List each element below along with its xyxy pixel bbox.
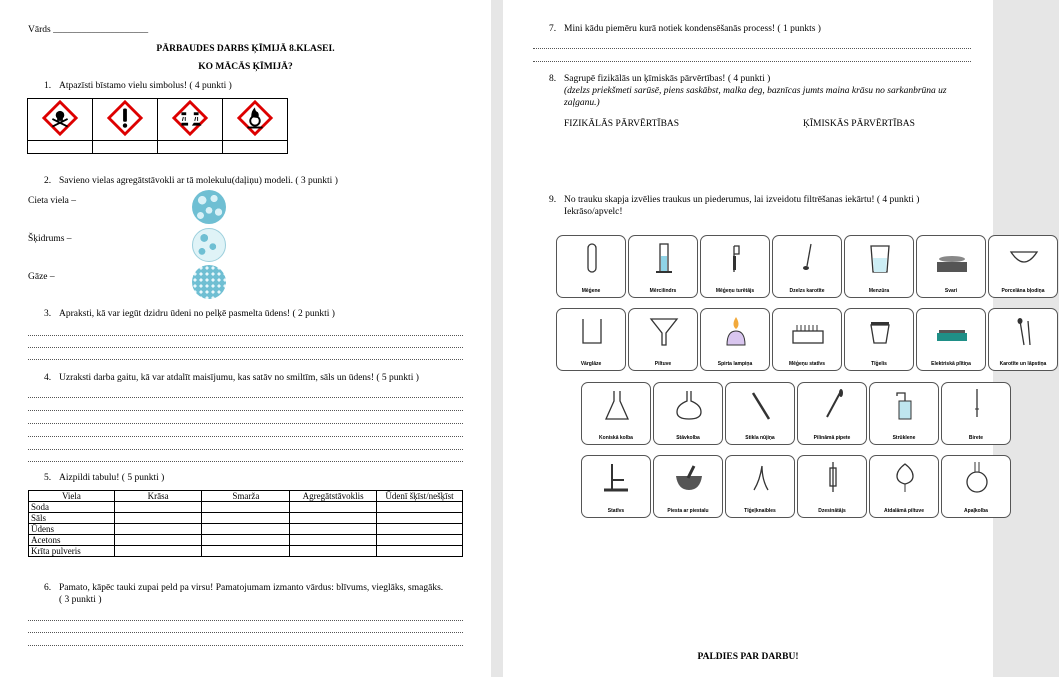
equipment-card[interactable] xyxy=(628,235,698,298)
properties-table xyxy=(28,490,463,557)
q8-items-cont: zaļganu.) xyxy=(564,98,600,108)
flat-flask-icon xyxy=(654,385,724,425)
name-label: Vārds ____________________ xyxy=(28,25,149,35)
q9-number: 9. xyxy=(549,195,557,205)
q3-text: Apraksti, kā var iegūt dzidru ūdeni no pelķē pasmelta ūdens! ( 2 punkti ) xyxy=(59,309,335,319)
equipment-card[interactable] xyxy=(844,308,914,371)
table-cell[interactable] xyxy=(202,513,290,524)
equipment-card[interactable] xyxy=(725,455,795,518)
q4-answer-line[interactable] xyxy=(28,410,463,411)
q4-text: Uzraksti darba gaitu, kā var atdalīt maisījumu, kas satāv no smiltīm, sāls un ūdens! ( 5 punkti ) xyxy=(59,373,419,383)
worksheet-page-2 xyxy=(503,0,1047,677)
equipment-label: Menzūra xyxy=(868,288,890,294)
iron-spoon-icon xyxy=(773,238,843,278)
table-cell[interactable] xyxy=(377,535,463,546)
molecule-model-3-icon[interactable] xyxy=(192,265,226,299)
equipment-label: Piltuve xyxy=(654,361,672,367)
q4-answer-line[interactable] xyxy=(28,397,463,398)
equipment-card[interactable] xyxy=(916,235,986,298)
equipment-card[interactable] xyxy=(988,235,1058,298)
oxidizer-icon xyxy=(236,99,274,137)
equipment-label: Spirta lampiņa xyxy=(717,361,753,367)
equipment-card[interactable] xyxy=(556,235,626,298)
page-title: PĀRBAUDES DARBS ĶĪMIJĀ 8.KLASEI. xyxy=(156,44,335,54)
equipment-label: Apaļkolba xyxy=(964,508,988,514)
q4-number: 4. xyxy=(44,373,52,383)
table-cell[interactable] xyxy=(202,524,290,535)
equipment-label: Svari xyxy=(944,288,958,294)
table-cell[interactable] xyxy=(114,513,202,524)
row-label: Soda xyxy=(29,502,115,513)
equipment-label: Mēģeņu turētājs xyxy=(715,288,755,294)
q9-instruction: Iekrāso/apvelc! xyxy=(564,207,623,217)
hazard-cell-3 xyxy=(158,99,223,141)
equipment-label: Dzelzs karotīte xyxy=(789,288,825,294)
hazard-cell-1 xyxy=(28,99,93,141)
table-row xyxy=(29,502,463,513)
test-tube-icon xyxy=(557,238,627,278)
q6-answer-line[interactable] xyxy=(28,632,463,633)
equipment-card[interactable] xyxy=(772,308,842,371)
q3-number: 3. xyxy=(44,309,52,319)
crucible-tongs-icon xyxy=(726,458,796,498)
table-row xyxy=(29,524,463,535)
table-cell[interactable] xyxy=(377,546,463,557)
q7-answer-line[interactable] xyxy=(533,61,971,62)
equipment-label: Koniskā kolba xyxy=(599,435,633,441)
burette-icon xyxy=(942,385,1012,425)
equipment-label: Tīģeļknaibles xyxy=(744,508,776,514)
equipment-card[interactable] xyxy=(700,235,770,298)
equipment-label: Statīvs xyxy=(607,508,625,514)
scales-icon xyxy=(917,238,987,278)
q6-points: ( 3 punkti ) xyxy=(59,595,102,605)
equipment-label: Atdalāmā piltuve xyxy=(883,508,924,514)
equipment-label: Elektriskā plītiņa xyxy=(931,361,971,367)
hazard-cell-2 xyxy=(93,99,158,141)
table-cell[interactable] xyxy=(377,502,463,513)
round-flask-icon xyxy=(942,458,1012,498)
column-header: Smarža xyxy=(202,491,290,502)
spirit-lamp-icon xyxy=(701,311,771,351)
equipment-card[interactable] xyxy=(941,455,1011,518)
dropper-icon xyxy=(798,385,868,425)
table-cell[interactable] xyxy=(377,513,463,524)
table-cell[interactable] xyxy=(114,546,202,557)
separatory-funnel-icon xyxy=(870,458,940,498)
row-label: Ūdens xyxy=(29,524,115,535)
row-label: Sāls xyxy=(29,513,115,524)
physical-changes-heading: FIZIKĀLĀS PĀRVĒRTĪBAS xyxy=(564,119,680,129)
state-liquid-label: Šķidrums – xyxy=(28,234,72,244)
table-cell[interactable] xyxy=(290,546,377,557)
q8-number: 8. xyxy=(549,74,557,84)
hazard-cell-4 xyxy=(223,99,288,141)
equipment-card[interactable] xyxy=(628,308,698,371)
measuring-cylinder-icon xyxy=(629,238,699,278)
q1-text: Atpazīsti bīstamo vielu simbolus! ( 4 punkti ) xyxy=(59,81,232,91)
state-solid-label: Cieta viela – xyxy=(28,196,77,206)
hazard-answer-4[interactable] xyxy=(223,141,288,154)
q3-answer-line[interactable] xyxy=(28,359,463,360)
table-cell[interactable] xyxy=(114,535,202,546)
skull-crossbones-icon xyxy=(41,99,79,137)
tube-holder-icon xyxy=(701,238,771,278)
equipment-card[interactable] xyxy=(941,382,1011,445)
beaker-icon xyxy=(557,311,627,351)
equipment-card[interactable] xyxy=(916,308,986,371)
q3-answer-line[interactable] xyxy=(28,335,463,336)
porcelain-bowl-icon xyxy=(989,238,1059,278)
column-header: Krāsa xyxy=(114,491,202,502)
hazard-answer-3[interactable] xyxy=(158,141,223,154)
table-row xyxy=(29,546,463,557)
equipment-card[interactable] xyxy=(556,308,626,371)
crucible-icon xyxy=(845,311,915,351)
equipment-card[interactable] xyxy=(988,308,1058,371)
equipment-label: Stikla nūjiņa xyxy=(745,435,775,441)
table-cell[interactable] xyxy=(290,513,377,524)
q2-text: Savieno vielas agregātstāvokli ar tā molekulu(daļiņu) modeli. ( 3 punkti ) xyxy=(59,176,338,186)
equipment-card[interactable] xyxy=(772,235,842,298)
table-row xyxy=(29,535,463,546)
equipment-card[interactable] xyxy=(581,455,651,518)
funnel-icon xyxy=(629,311,699,351)
column-header: Agregātstāvoklis xyxy=(290,491,377,502)
q7-number: 7. xyxy=(549,24,557,34)
corrosive-icon xyxy=(171,99,209,137)
equipment-label: Tīģelis xyxy=(871,361,887,367)
equipment-label: Porcelāna bļodiņa xyxy=(1001,288,1045,294)
q6-number: 6. xyxy=(44,583,52,593)
table-cell[interactable] xyxy=(202,546,290,557)
table-cell[interactable] xyxy=(290,535,377,546)
equipment-card[interactable] xyxy=(725,382,795,445)
exclamation-icon xyxy=(106,99,144,137)
equipment-label: Mērcilindrs xyxy=(649,288,677,294)
table-cell[interactable] xyxy=(377,524,463,535)
q4-answer-line[interactable] xyxy=(28,436,463,437)
measuring-cup-icon xyxy=(845,238,915,278)
q1-number: 1. xyxy=(44,81,52,91)
equipment-label: Stāvkolba xyxy=(676,435,700,441)
equipment-card[interactable] xyxy=(844,235,914,298)
equipment-label: Strūklene xyxy=(892,435,916,441)
q7-text: Mini kādu piemēru kurā notiek kondensēšanās process! ( 1 punkts ) xyxy=(564,24,821,34)
table-cell[interactable] xyxy=(114,502,202,513)
equipment-card[interactable] xyxy=(653,382,723,445)
table-cell[interactable] xyxy=(290,524,377,535)
equipment-card[interactable] xyxy=(700,308,770,371)
hazard-answer-2[interactable] xyxy=(93,141,158,154)
column-header: Ūdenī šķīst/nešķīst xyxy=(377,491,463,502)
mortar-pestle-icon xyxy=(654,458,724,498)
molecule-model-2-icon[interactable] xyxy=(192,228,226,262)
equipment-label: Mēģene xyxy=(581,288,601,294)
q4-answer-line[interactable] xyxy=(28,423,463,424)
table-cell[interactable] xyxy=(202,535,290,546)
equipment-label: Piesta ar piestalu xyxy=(667,508,709,514)
equipment-card[interactable] xyxy=(869,455,939,518)
q3-answer-line[interactable] xyxy=(28,347,463,348)
condenser-icon xyxy=(798,458,868,498)
equipment-label: Pilināmā pipete xyxy=(813,435,851,441)
worksheet-page-1 xyxy=(0,0,491,677)
q4-answer-line[interactable] xyxy=(28,449,463,450)
chemical-changes-heading: ĶĪMISKĀS PĀRVĒRTĪBAS xyxy=(803,119,915,129)
equipment-label: Vārglāze xyxy=(580,361,602,367)
q6-answer-line[interactable] xyxy=(28,620,463,621)
molecule-model-1-icon[interactable] xyxy=(192,190,226,224)
row-label: Krīta pulveris xyxy=(29,546,115,557)
q8-items: (dzelzs priekšmeti sarūsē, piens saskābst, malka deg, baznīcas jumts maina krāsu no sarkanbrūna uz xyxy=(564,86,947,96)
row-label: Acetons xyxy=(29,535,115,546)
hazard-symbols-table xyxy=(27,98,288,154)
equipment-card[interactable] xyxy=(797,455,867,518)
table-cell[interactable] xyxy=(290,502,377,513)
conical-flask-icon xyxy=(582,385,652,425)
q9-text: No trauku skapja izvēlies traukus un piederumus, lai izveidotu filtrēšanas iekārtu! ( 4 punkti ) xyxy=(564,195,920,205)
equipment-card[interactable] xyxy=(653,455,723,518)
hazard-answer-1[interactable] xyxy=(28,141,93,154)
table-row xyxy=(29,513,463,524)
equipment-card[interactable] xyxy=(581,382,651,445)
stand-icon xyxy=(582,458,652,498)
hot-plate-icon xyxy=(917,311,987,351)
q5-number: 5. xyxy=(44,473,52,483)
q7-answer-line[interactable] xyxy=(533,48,971,49)
table-cell[interactable] xyxy=(202,502,290,513)
equipment-label: Dzesinātājs xyxy=(818,508,846,514)
wash-bottle-icon xyxy=(870,385,940,425)
equipment-label: Birete xyxy=(968,435,984,441)
closing-message: PALDIES PAR DARBU! xyxy=(697,652,799,662)
q2-number: 2. xyxy=(44,176,52,186)
q6-answer-line[interactable] xyxy=(28,645,463,646)
equipment-card[interactable] xyxy=(797,382,867,445)
q6-text: Pamato, kāpēc tauki zupai peld pa virsu! Pamatojumam izmanto vārdus: blīvums, vieglāks, smagāks. xyxy=(59,583,444,593)
q5-text: Aizpildi tabulu! ( 5 punkti ) xyxy=(59,473,165,483)
q4-answer-line[interactable] xyxy=(28,461,463,462)
equipment-label: Mēģeņu statīvs xyxy=(788,361,826,367)
equipment-card[interactable] xyxy=(869,382,939,445)
table-cell[interactable] xyxy=(114,524,202,535)
page-subtitle: KO MĀCĀS ĶĪMIJĀ? xyxy=(198,62,293,72)
state-gas-label: Gāze – xyxy=(28,272,55,282)
tube-rack-icon xyxy=(773,311,843,351)
equipment-label: Karotīte un lāpstiņa xyxy=(999,361,1047,367)
glass-rod-icon xyxy=(726,385,796,425)
column-header: Viela xyxy=(29,491,115,502)
spoon-spatula-icon xyxy=(989,311,1059,351)
q8-text: Sagrupē fizikālās un ķīmiskās pārvērtības! ( 4 punkti ) xyxy=(564,74,771,84)
